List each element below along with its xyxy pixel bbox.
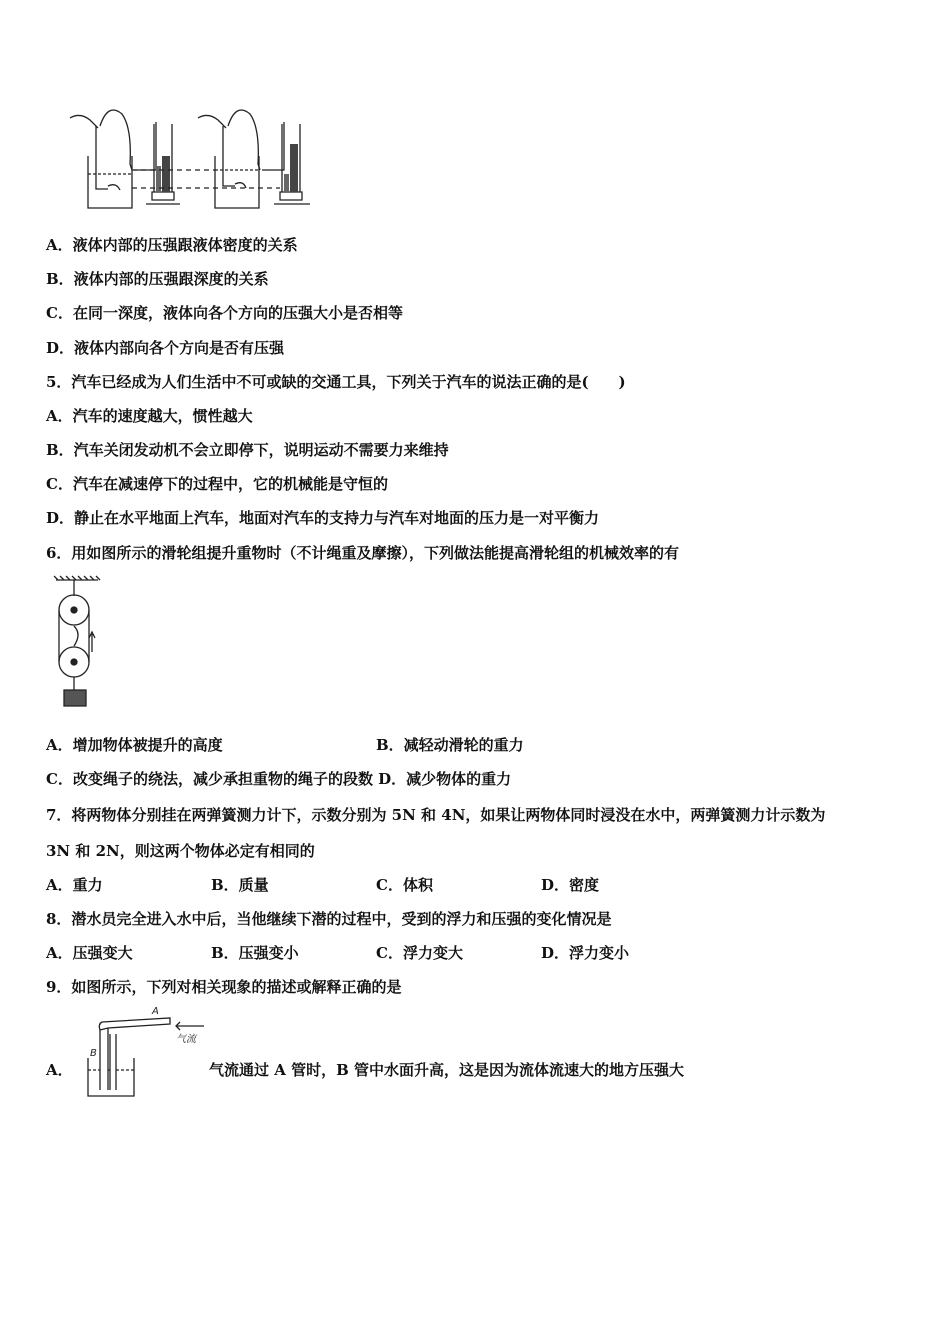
q7-stem-line1: 7．将两物体分别挂在两弹簧测力计下，示数分别为 5N 和 4N，如果让两物体同时浸没在水中，两弹簧测力计示数为 <box>46 806 826 824</box>
q8-option-d: D．浮力变小 <box>541 944 630 962</box>
q6-option-b: B．减轻动滑轮的重力 <box>376 736 524 754</box>
q6-option-a: A．增加物体被提升的高度 <box>46 736 223 754</box>
q5-option-c: C．汽车在减速停下的过程中，它的机械能是守恒的 <box>46 475 388 493</box>
q9-option-a-label: A． <box>46 1061 73 1079</box>
q5-option-b: B．汽车关闭发动机不会立即停下，说明运动不需要力来维持 <box>46 441 449 459</box>
q5-stem: 5．汽车已经成为人们生活中不可或缺的交通工具，下列关于汽车的说法正确的是( ) <box>46 373 626 391</box>
q7-stem-line2: 3N 和 2N，则这两个物体必定有相同的 <box>46 842 315 860</box>
q7-option-b: B．质量 <box>211 876 269 894</box>
airflow-tube-figure <box>80 1004 210 1100</box>
q8-stem: 8．潜水员完全进入水中后，当他继续下潜的过程中，受到的浮力和压强的变化情况是 <box>46 910 612 928</box>
q4-option-c: C．在同一深度，液体向各个方向的压强大小是否相等 <box>46 304 403 322</box>
q9-stem: 9．如图所示，下列对相关现象的描述或解释正确的是 <box>46 978 402 996</box>
q7-option-c: C．体积 <box>376 876 433 894</box>
airflow-label: 气流 <box>176 1034 196 1045</box>
tube-a-label: A <box>152 1006 159 1017</box>
q8-option-b: B．压强变小 <box>211 944 299 962</box>
tube-b-label: B <box>90 1048 97 1059</box>
q5-option-a: A．汽车的速度越大，惯性越大 <box>46 407 253 425</box>
pressure-apparatus-figure <box>60 104 330 212</box>
q8-option-a: A．压强变大 <box>46 944 133 962</box>
q6-stem: 6．用如图所示的滑轮组提升重物时（不计绳重及摩擦），下列做法能提高滑轮组的机械效率的有 <box>46 544 679 562</box>
q6-option-cd: C．改变绳子的绕法，减少承担重物的绳子的段数 D．减少物体的重力 <box>46 770 512 788</box>
q5-option-d: D．静止在水平地面上汽车，地面对汽车的支持力与汽车对地面的压力是一对平衡力 <box>46 509 600 527</box>
q7-option-d: D．密度 <box>541 876 600 894</box>
q7-option-a: A．重力 <box>46 876 103 894</box>
q8-option-c: C．浮力变大 <box>376 944 463 962</box>
q4-option-d: D．液体内部向各个方向是否有压强 <box>46 339 285 357</box>
pulley-system-figure <box>52 574 102 710</box>
q4-option-a: A．液体内部的压强跟液体密度的关系 <box>46 236 298 254</box>
q4-option-b: B．液体内部的压强跟深度的关系 <box>46 270 269 288</box>
q9-option-a-text: 气流通过 A 管时，B 管中水面升高，这是因为流体流速大的地方压强大 <box>209 1061 684 1079</box>
